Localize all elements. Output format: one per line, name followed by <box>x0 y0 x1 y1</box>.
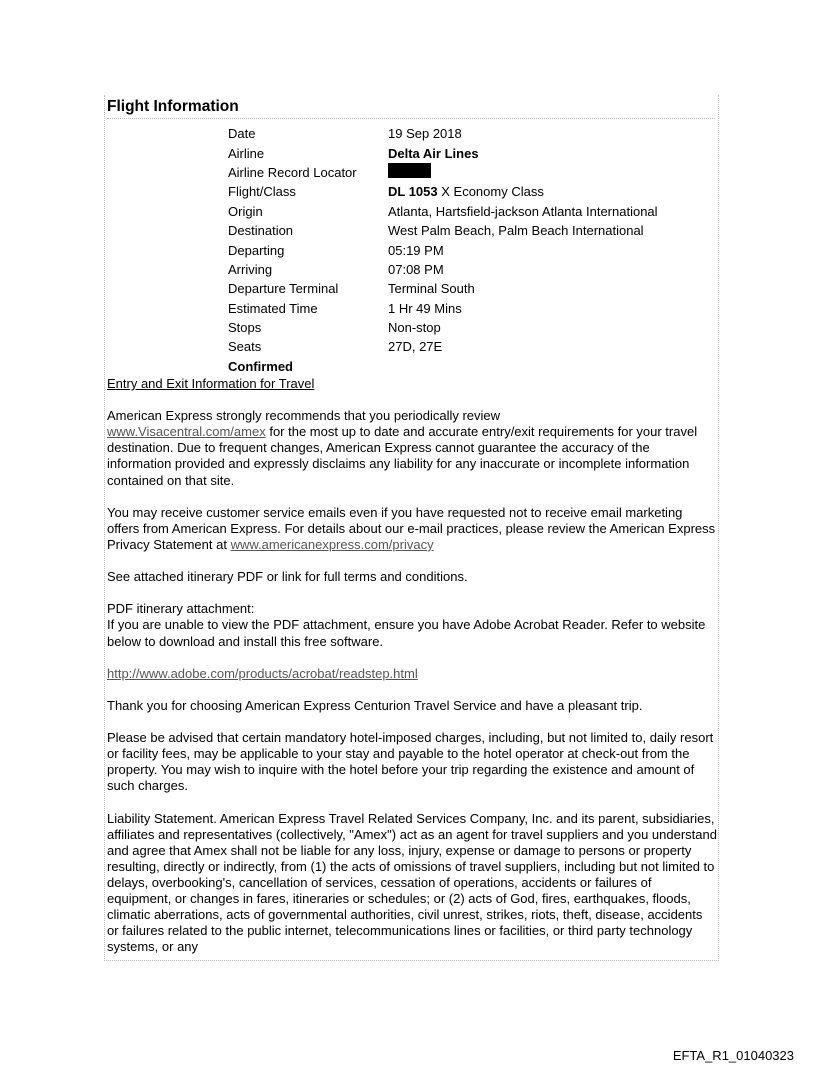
adobe-link[interactable]: http://www.adobe.com/products/acrobat/readstep.html <box>107 665 418 681</box>
entry-exit-heading: Entry and Exit Information for Travel <box>107 376 315 391</box>
detail-label: Airline Record Locator <box>228 164 357 180</box>
booking-status: Confirmed <box>228 358 293 374</box>
visacentral-link[interactable]: www.Visacentral.com/amex <box>107 424 266 440</box>
detail-row-flight-class <box>228 182 658 201</box>
detail-label: Seats <box>228 339 262 355</box>
detail-label: Destination <box>228 223 294 239</box>
detail-label: Stops <box>228 320 262 336</box>
detail-row-record-locator <box>228 163 658 182</box>
hotel-charges-paragraph: Please be advised that certain mandatory hotel-imposed charges, including, but not limited to, daily resort or facility fees, may be applicable to your stay and payable to the hotel operator at check-out from the property. You may wish to inquire with the hotel before your trip regarding the existence and amount of such charges. <box>107 730 714 794</box>
terms-body <box>107 376 717 971</box>
detail-row-origin <box>228 202 658 221</box>
flight-class: X Economy Class <box>437 184 544 200</box>
email-text: You may receive customer service emails even if you have requested not to receive email marketing offers from American Express. For details about our e-mail practices, please review the American Express Privacy Statement at <box>107 504 716 552</box>
redaction-block <box>388 163 431 181</box>
visa-paragraph <box>107 408 717 488</box>
detail-label: Flight/Class <box>228 184 296 200</box>
detail-value: Non-stop <box>388 320 441 336</box>
detail-value: Terminal South <box>388 281 475 297</box>
detail-value: 19 Sep 2018 <box>388 126 462 142</box>
detail-row-departing <box>228 240 658 259</box>
detail-value: 1 Hr 49 Mins <box>388 300 462 316</box>
detail-value: West Palm Beach, Palm Beach International <box>388 223 644 239</box>
detail-value: Atlanta, Hartsfield-jackson Atlanta International <box>388 203 658 219</box>
detail-row-stops <box>228 318 658 337</box>
detail-row-airline <box>228 143 658 162</box>
detail-label: Estimated Time <box>228 300 318 316</box>
detail-value <box>388 184 544 199</box>
liability-paragraph: Liability Statement. American Express Travel Related Services Company, Inc. and its parent, subsidiaries, affiliates and representatives (collectively, "Amex") act as an agent for travel suppliers and you understand and agree that Amex shall not be liable for any loss, injury, expense or damage to persons or property resulting, directly or indirectly, from (1) the acts of omissions of travel suppliers, including but not limited to delays, overbooking's, cancellation of services, cessation of operations, accidents or failures of equipment, or changes in fares, itineraries or schedules; or (2) acts of God, fires, earthquakes, floods, climatic aberrations, acts of governmental authorities, civil unrest, strikes, riots, theft, disease, accidents or failures related to the public internet, telecommunications lines or facilities, or third party technology systems, or any <box>107 810 717 955</box>
detail-row-seats <box>228 337 658 356</box>
adobe-paragraph <box>107 666 717 682</box>
detail-value: Delta Air Lines <box>388 145 479 161</box>
flight-number: DL 1053 <box>388 184 438 200</box>
pdf-paragraph <box>107 601 717 649</box>
detail-value: 05:19 PM <box>388 242 444 258</box>
detail-label: Departing <box>228 242 285 258</box>
privacy-link[interactable]: www.americanexpress.com/privacy <box>230 536 434 552</box>
detail-label: Departure Terminal <box>228 281 339 297</box>
detail-label: Date <box>228 126 256 142</box>
detail-label: Arriving <box>228 261 273 277</box>
detail-row-destination <box>228 221 658 240</box>
detail-label: Airline <box>228 145 265 161</box>
terms-paragraph: See attached itinerary PDF or link for full terms and conditions. <box>107 569 468 585</box>
section-title: Flight Information <box>107 98 715 119</box>
detail-value: 07:08 PM <box>388 261 444 277</box>
pdf-text: If you are unable to view the PDF attachment, ensure you have Adobe Acrobat Reader. Refer to website below to download and install this free software. <box>107 617 706 649</box>
email-paragraph <box>107 505 717 553</box>
visa-text-a: American Express strongly recommends that you periodically review <box>107 408 501 424</box>
detail-row-estimated-time <box>228 299 658 318</box>
visa-text-b: for the most up to date and accurate entry/exit requirements for your travel destination. Due to frequent changes, American Express cannot guarantee the accuracy of the information provided and expressly disclaims any liability for any inaccurate or incomplete information contained on that site. <box>107 424 698 488</box>
detail-label: Origin <box>228 203 263 219</box>
pdf-heading: PDF itinerary attachment: <box>107 601 255 617</box>
thanks-paragraph: Thank you for choosing American Express Centurion Travel Service and have a pleasant trip. <box>107 697 643 713</box>
document-id: EFTA_R1_01040323 <box>672 1048 794 1063</box>
detail-row-date <box>228 124 658 143</box>
detail-row-status <box>228 357 658 376</box>
detail-value: 27D, 27E <box>388 339 443 355</box>
flight-details <box>228 124 658 376</box>
detail-row-departure-terminal <box>228 279 658 298</box>
detail-row-arriving <box>228 260 658 279</box>
